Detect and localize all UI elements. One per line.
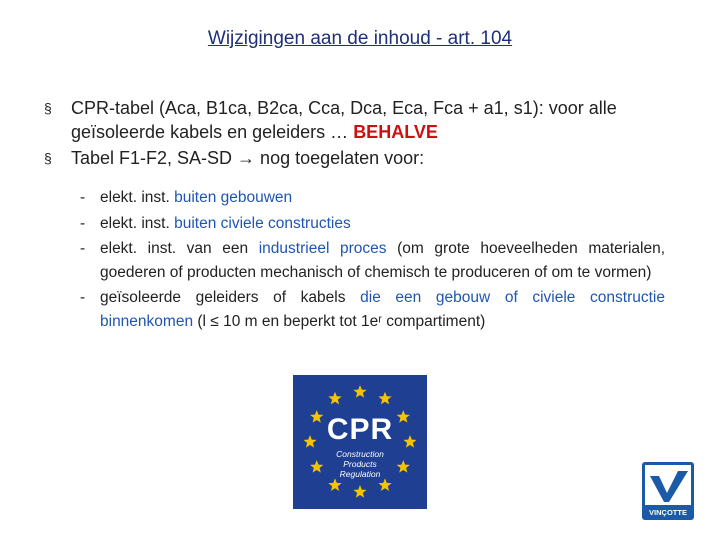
dash-marker: -: [80, 214, 86, 232]
item-text: elekt. inst.: [100, 214, 170, 232]
bullet-emphasis: BEHALVE: [353, 122, 438, 142]
bullet-table-f1: [44, 146, 674, 170]
bullet-list: [44, 96, 674, 172]
cpr-logo-line1: Construction: [336, 449, 384, 459]
star-icon: [353, 485, 366, 498]
bullet-text: CPR-tabel (Aca, B1ca, B2ca, Cca, Dca, Eca, Fca + a1, s1): voor alle geïsoleerde kabels en geleiders …: [71, 98, 617, 142]
item-highlight: die een gebouw of civiele constructie binnenkomen: [100, 289, 665, 330]
star-icon: [353, 385, 366, 398]
cpr-logo-line3: Regulation: [339, 469, 381, 479]
star-icon: [328, 392, 341, 405]
star-icon: [328, 478, 341, 491]
slide-title: Wijzigingen aan de inhoud - art. 104: [207, 28, 513, 49]
dash-marker: -: [80, 189, 86, 206]
dash-marker: -: [80, 289, 86, 306]
bullet-marker: §: [44, 100, 52, 116]
item-text: elekt. inst. van een: [100, 240, 249, 257]
star-icon: [378, 478, 391, 491]
list-item: [80, 186, 665, 210]
vincotte-logo: [642, 462, 694, 520]
dash-marker: -: [80, 240, 86, 257]
list-item: [80, 237, 665, 284]
cpr-logo: [293, 375, 427, 509]
cpr-logo-title: CPR: [326, 413, 394, 446]
sub-list: [80, 186, 665, 335]
item-text: elekt. inst.: [100, 189, 170, 206]
item-text-rest: (l ≤ 10 m en beperkt tot 1eʳ compartiment): [197, 312, 486, 330]
item-highlight: buiten gebouwen: [174, 189, 293, 206]
vincotte-check-icon: [642, 462, 694, 520]
bullet-cpr-table: [44, 96, 674, 144]
item-text: geïsoleerde geleiders of kabels: [100, 289, 346, 306]
item-highlight: buiten civiele constructies: [174, 214, 351, 232]
list-item: [80, 212, 665, 236]
list-item: [80, 286, 665, 333]
bullet-text: Tabel F1-F2, SA-SD → nog toegelaten voor:: [71, 148, 425, 168]
cpr-logo-line2: Products: [343, 459, 377, 469]
star-icon: [378, 392, 391, 405]
item-text-rest: (om grote hoeveelheden materialen, goederen of producten mechanisch of chemisch te produceren of om te vormen): [100, 240, 666, 281]
vincotte-wordmark: VINÇOTTE: [649, 508, 687, 517]
item-highlight: industrieel proces: [258, 240, 387, 257]
bullet-marker: §: [44, 150, 52, 166]
